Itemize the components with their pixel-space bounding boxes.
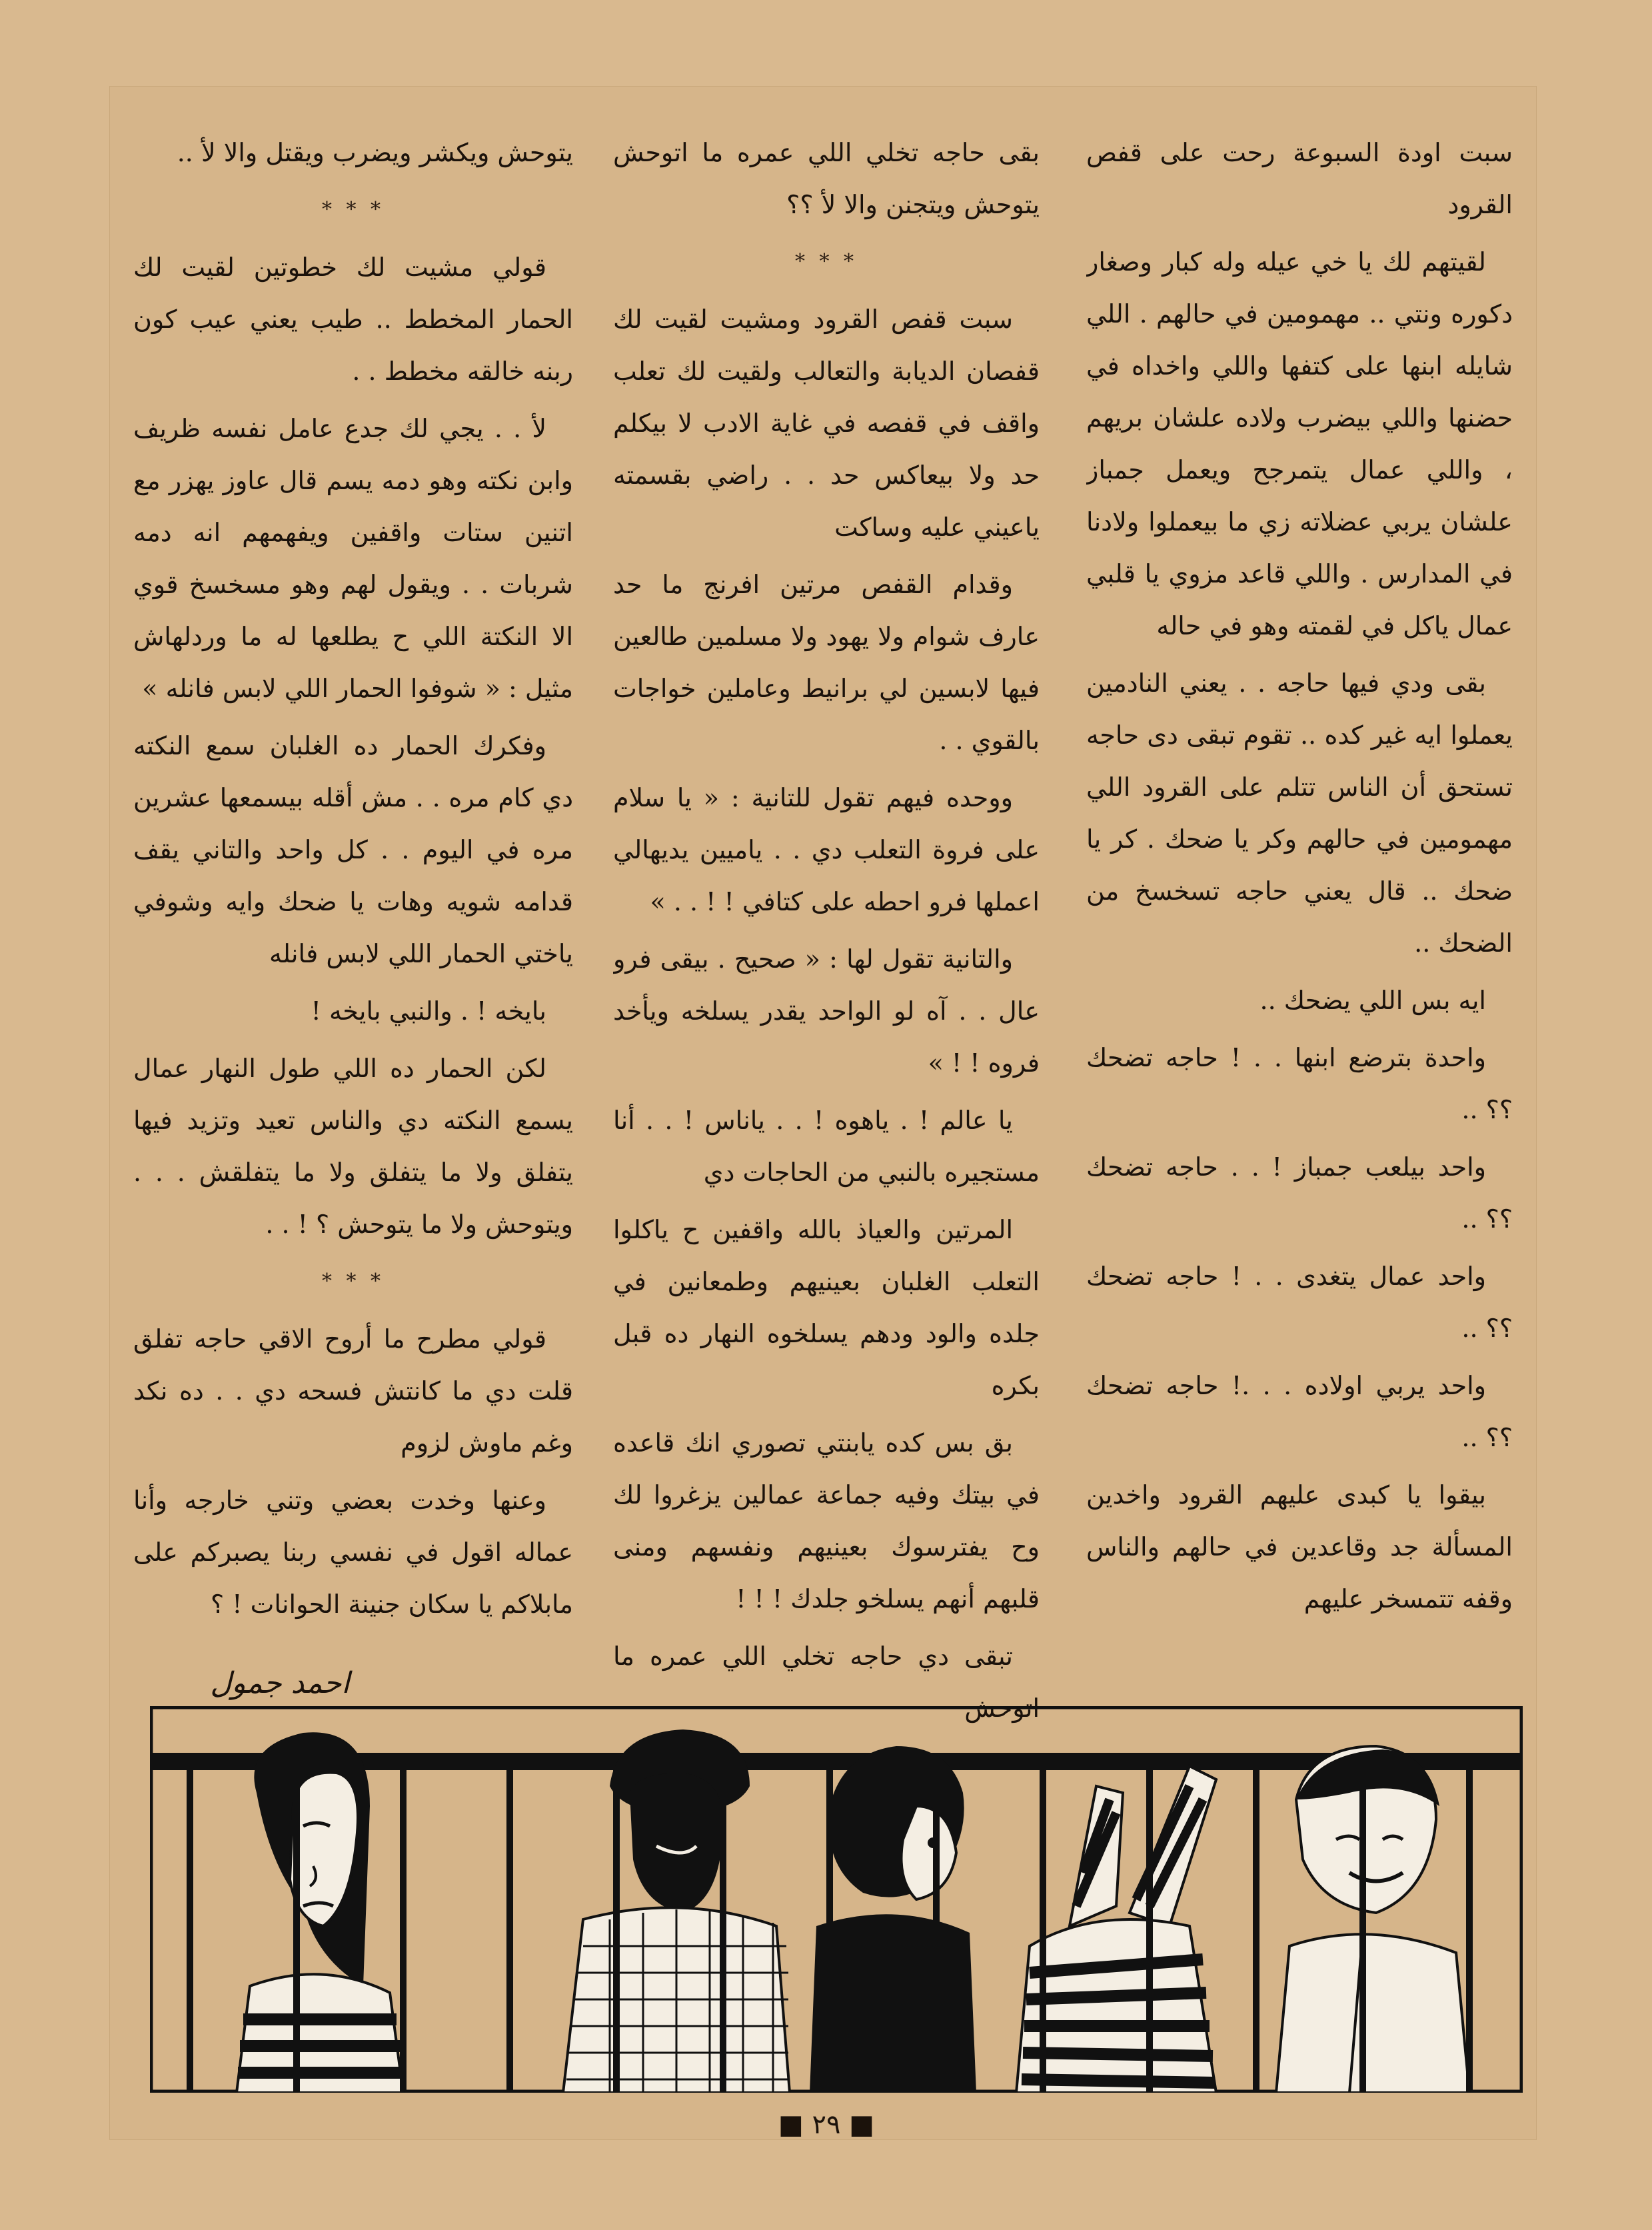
paragraph: سبت قفص القرود ومشيت لقيت لك قفصان الديابة والتعالب ولقيت لك تعلب واقف في قفصه في غاية الادب لا بيكلم حد ولا بيعاكس حد . . راضي بقسمته ياعيني عليه وساكت xyxy=(613,305,1040,542)
paragraph: يتوحش ويكشر ويضرب ويقتل والا لأ .. xyxy=(177,138,573,167)
paragraph: بقى ودي فيها حاجه . . يعني النادمين يعملوا ايه غير كده .. تقوم تبقى دى حاجه تستحق أن الناس تتلم على القرود اللي مهمومين في حالهم وكر يا ضحك . كر يا ضحك .. قال يعني حاجه تسخسخ من الضحك .. xyxy=(1086,668,1513,958)
section-separator: * * * xyxy=(321,198,385,221)
visitor-man-figure xyxy=(1276,1746,1469,2093)
paragraph: لأ . . يجي لك جدع عامل نفسه ظريف وابن نكته وهو دمه يسم قال عاوز يهزر مع اتنين ستات واقفين ويفهمهم انه دمه شربات . . ويقول لهم وهو مسخسخ قوي الا النكتة اللي ح يطلعها له ما وردلهاش مثيل : « شوفوا الحمار اللي لابس فانله » xyxy=(133,414,573,703)
paragraph: لقيتهم لك يا خي عيله وله كبار وصغار دكوره ونتي .. مهمومين في حالهم . اللي شايله ابنها على كتفها واللي واخداه في حضنها واللي بيضرب ولاده علشان بريهم ، واللي عمال يتمرجح ويعمل جمباز علشان يربي عضلاته زي ما بيعملوا ولادنا في المدارس . واللي قاعد مزوي يا قلبي عمال ياكل في لقمته وهو في حاله xyxy=(1086,247,1513,640)
visitor-hat-figure xyxy=(563,1729,790,2093)
paragraph: يا عالم ! . ياهوه ! . . ياناس ! . . أنا مستجيره بالنبي من الحاجات دي xyxy=(613,1106,1040,1187)
page-number: ■ ٢٩ ■ xyxy=(778,2109,874,2140)
paragraph: بايخه ! . والنبي بايخه ! xyxy=(311,996,546,1026)
section-separator: * * * xyxy=(321,1270,385,1293)
paragraph: بق بس كده يابنتي تصوري انك قاعده في بيتك وفيه جماعة عمالين يزغروا لك وح يفترسوك بعينيهم ونفسهم ومنى قلبهم أنهم يسلخو جلدك ! ! ! xyxy=(613,1428,1040,1614)
text-column-right xyxy=(1086,127,1513,1739)
paragraph: سبت اودة السبوعة رحت على قفص القرود xyxy=(1086,138,1513,219)
paragraph: واحد عمال يتغدى . . ! حاجه تضحك ؟؟ .. xyxy=(1086,1262,1513,1343)
paragraph: ايه بس اللي يضحك .. xyxy=(1259,986,1486,1015)
paragraph: قولي مشيت لك خطوتين لقيت لك الحمار المخطط .. طيب يعني عيب كون ربنه خالقه مخطط . . xyxy=(133,253,573,386)
paragraph: والتانية تقول لها : « صحيح . بيقى فرو عال . . آه لو الواحد يقدر يسلخه ويأخد فروه ! ! » xyxy=(613,944,1040,1078)
paragraph: ووحده فيهم تقول للتانية : « يا سلام على فروة التعلب دي . . ياميين يديهالي اعملها فرو احطه على كتافي ! ! . . » xyxy=(613,783,1040,916)
paragraph: لكن الحمار ده اللي طول النهار عمال يسمع النكته دي والناس تعيد وتزيد فيها يتفلق ولا ما يتفلق ولا ما يتفلقش . . . ويتوحش ولا ما يتوحش ؟ ! . . xyxy=(133,1054,573,1239)
paragraph: المرتين والعياذ بالله واقفين ح ياكلوا التعلب الغلبان بعينيهم وطمعانين في جلده والود ودهم يسلخوه النهار ده قبل بكره xyxy=(613,1215,1040,1400)
text-column-left xyxy=(133,127,573,1739)
visitor-curly-hair-figure xyxy=(810,1746,976,2093)
paragraph: واحدة بترضع ابنها . . ! حاجه تضحك ؟؟ .. xyxy=(1086,1043,1513,1124)
author-signature: احمد جمول xyxy=(210,1666,350,1700)
text-column-middle xyxy=(613,127,1040,1739)
paragraph: وفكرك الحمار ده الغلبان سمع النكته دي كام مره . . مش أقله بيسمعها عشرين مره في اليوم . . كل واحد والتاني يقف قدامه شويه وهات يا ضحك وايه وشوفي ياختي الحمار اللي لابس فانله xyxy=(133,731,573,968)
paragraph: واحد يربي اولاده . . .! حاجه تضحك ؟؟ .. xyxy=(1086,1371,1513,1452)
visitor-woman-figure xyxy=(237,1732,403,2093)
section-separator: * * * xyxy=(794,250,858,273)
paragraph: قولي مطرح ما أروح الاقي حاجه تفلق قلت دي ما كانتش فسحه دي . . ده نكد وغم ماوش لزوم xyxy=(133,1324,573,1458)
paragraph: تبقى دي حاجه تخلي اللي عمره ما اتوحش xyxy=(613,1642,1040,1723)
paragraph: بيقوا يا كبدى عليهم القرود واخدين المسألة جد وقاعدين في حالهم والناس وقفه تتمسخر عليهم xyxy=(1086,1480,1513,1614)
paragraph: وعنها وخدت بعضي وتني خارجه وأنا عماله اقول في نفسي ربنا يصبركم على مابلاكم يا سكان جنينة الحوانات ! ؟ xyxy=(133,1486,573,1619)
paragraph: واحد بيلعب جمباز ! . . حاجه تضحك ؟؟ .. xyxy=(1086,1152,1513,1234)
paragraph: وقدام القفص مرتين افرنج ما حد عارف شوام ولا يهود ولا مسلمين طالعين فيها لابسين لي برانيط وعاملين خواجات بالقوي . . xyxy=(613,570,1040,755)
paragraph: بقى حاجه تخلي اللي عمره ما اتوحش يتوحش ويتجنن والا لأ ؟؟ xyxy=(613,138,1040,219)
zoo-cage-cartoon xyxy=(150,1706,1523,2093)
